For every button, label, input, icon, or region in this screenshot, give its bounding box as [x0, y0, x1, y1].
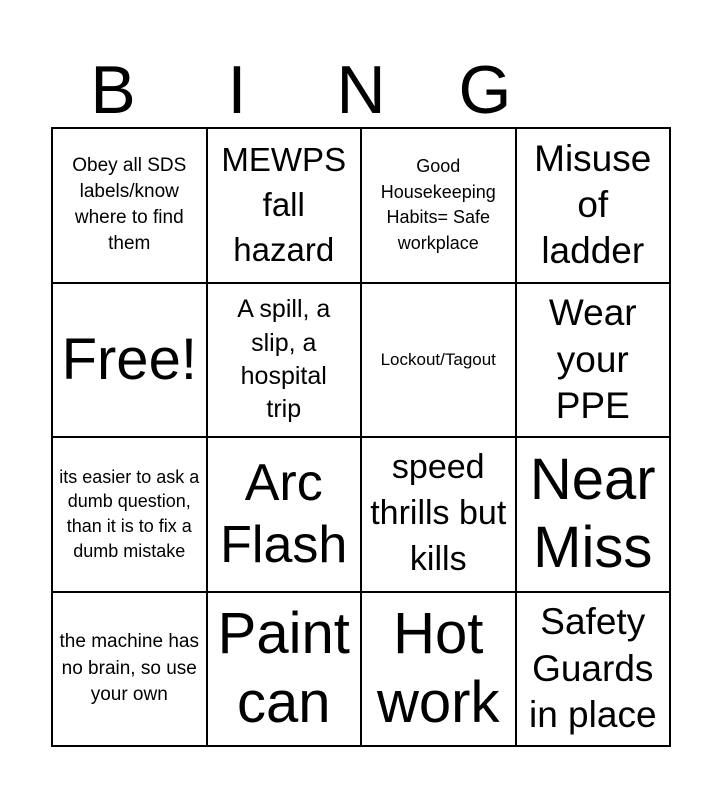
header-letter-n: N	[336, 52, 386, 128]
cell-label: Paint can	[217, 601, 350, 735]
cell-label: Good Housekeeping Habits= Safe workplace	[380, 156, 496, 253]
bingo-cell[interactable]	[517, 593, 672, 748]
cell-label: speed thrills but kills	[370, 448, 507, 579]
cell-label: Safety Guards in place	[528, 601, 657, 735]
bingo-cell[interactable]	[53, 593, 208, 748]
bingo-cell[interactable]	[362, 284, 517, 439]
header-letter-b: B	[90, 52, 136, 128]
bingo-cell[interactable]	[53, 438, 208, 593]
bingo-cell[interactable]	[208, 438, 363, 593]
bingo-cell[interactable]	[517, 438, 672, 593]
cell-label: Free!	[61, 326, 197, 392]
cell-label: MEWPS fall hazard	[221, 141, 347, 268]
cell-label: the machine has no brain, so use your own	[59, 631, 199, 705]
cell-label: Wear your PPE	[548, 292, 637, 426]
bingo-cell[interactable]	[362, 593, 517, 748]
bingo-cell-free[interactable]	[53, 284, 208, 439]
cell-label: Arc Flash	[220, 453, 348, 575]
bingo-cell[interactable]	[362, 438, 517, 593]
bingo-cell[interactable]	[517, 284, 672, 439]
bingo-cell[interactable]	[208, 129, 363, 284]
cell-label: Misuse of ladder	[534, 137, 652, 272]
bingo-cell[interactable]	[362, 129, 517, 284]
header-letter-g: G	[458, 52, 512, 128]
cell-label: its easier to ask a dumb question, than it is to fix a dumb mistake	[59, 466, 200, 562]
bingo-header	[51, 52, 671, 128]
cell-label: Near Miss	[529, 446, 656, 581]
bingo-cell[interactable]	[517, 129, 672, 284]
header-letter-i: I	[227, 52, 247, 128]
cell-label: Hot work	[377, 601, 500, 735]
bingo-cell[interactable]	[208, 284, 363, 439]
bingo-board	[51, 127, 671, 747]
cell-label: A spill, a slip, a hospital trip	[237, 295, 331, 423]
cell-label: Obey all SDS labels/know where to find them	[72, 154, 187, 255]
cell-label: Lockout/Tagout	[380, 349, 496, 369]
bingo-cell[interactable]	[208, 593, 363, 748]
bingo-cell[interactable]	[53, 129, 208, 284]
